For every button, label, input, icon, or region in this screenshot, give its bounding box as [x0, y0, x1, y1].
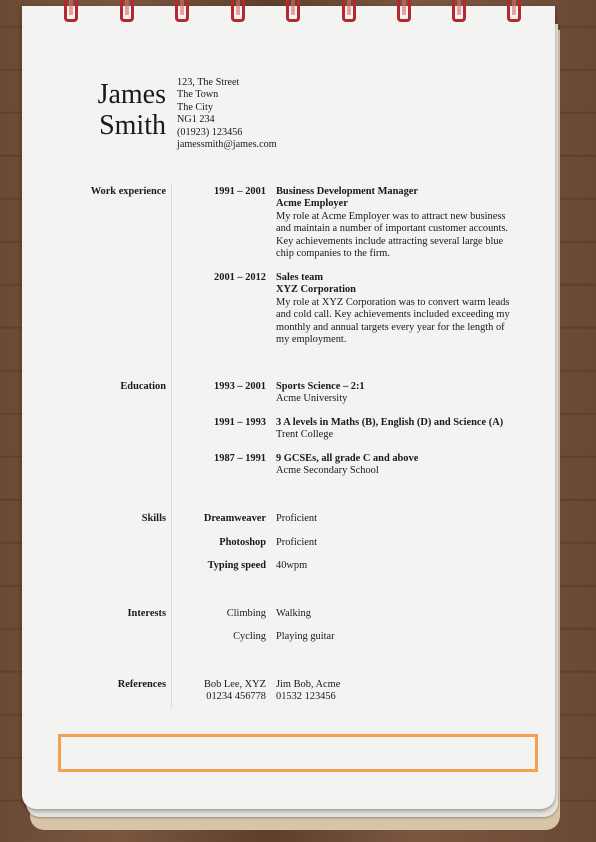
work-desc-line: Key achievements include attracting several large blue — [276, 235, 504, 247]
contact-street: 123, The Street — [177, 77, 240, 88]
reference-entry — [156, 679, 266, 704]
skill-name: Typing speed — [207, 560, 266, 571]
section-skills: Skills — [141, 513, 166, 524]
education-place: Acme University — [276, 393, 348, 405]
contact-phone: (01923) 123456 — [177, 126, 243, 138]
work-desc-line: monthly and annual targets every year for the length of — [276, 321, 505, 333]
education-dates: 1987 – 1991 — [214, 453, 266, 464]
spiral-ring-icon — [231, 0, 245, 22]
work-desc-line: My role at XYZ Corporation was to convert warm leads — [276, 296, 510, 308]
education-title: 3 A levels in Maths (B), English (D) and Science (A) — [276, 417, 504, 428]
reference-name: Jim Bob, Acme — [276, 679, 341, 690]
skill-name: Photoshop — [219, 537, 266, 548]
work-desc-line: my employment. — [276, 334, 347, 346]
work-desc-line: and cold call. Key achievements included exceeding my — [276, 309, 510, 321]
footer-box — [58, 734, 538, 772]
spiral-ring-icon — [120, 0, 134, 22]
work-entry — [276, 272, 510, 346]
education-place: Trent College — [276, 429, 334, 441]
skill-level: Proficient — [276, 537, 317, 548]
reference-name: Bob Lee, XYZ — [203, 679, 266, 690]
work-company: XYZ Corporation — [276, 284, 356, 296]
work-desc-line: and maintain a number of important customer accounts. — [276, 223, 508, 235]
work-role: Sales team — [276, 272, 324, 283]
work-role: Business Development Manager — [276, 186, 418, 197]
interest-item: Climbing — [226, 608, 266, 619]
section-education: Education — [120, 381, 166, 392]
spiral-ring-icon — [397, 0, 411, 22]
education-title: 9 GCSEs, all grade C and above — [276, 453, 419, 464]
work-desc-line: chip companies to the firm. — [276, 248, 390, 260]
work-dates: 1991 – 2001 — [214, 186, 266, 197]
spiral-ring-icon — [175, 0, 189, 22]
reference-entry — [276, 679, 340, 704]
skill-name: Dreamweaver — [203, 513, 266, 524]
skill-level: Proficient — [276, 513, 317, 524]
education-entry — [276, 453, 418, 478]
section-interests: Interests — [127, 608, 166, 619]
education-dates: 1991 – 1993 — [214, 417, 266, 428]
spiral-ring-icon — [64, 0, 78, 22]
contact-city: The City — [177, 101, 213, 113]
spiral-binding — [0, 0, 596, 26]
spiral-ring-icon — [507, 0, 521, 22]
education-place: Acme Secondary School — [276, 465, 379, 477]
spiral-ring-icon — [286, 0, 300, 22]
contact-block — [177, 77, 277, 151]
section-references: References — [117, 679, 166, 690]
education-entry — [276, 417, 503, 442]
reference-phone: 01532 123456 — [276, 691, 336, 703]
work-entry — [276, 186, 508, 260]
work-company: Acme Employer — [276, 198, 348, 210]
work-dates: 2001 – 2012 — [214, 272, 266, 283]
interest-item: Playing guitar — [276, 631, 335, 642]
contact-town: The Town — [177, 89, 219, 101]
reference-phone: 01234 456778 — [206, 691, 266, 703]
column-divider — [171, 184, 172, 708]
contact-email: jamessmith@james.com — [177, 139, 277, 151]
skill-level: 40wpm — [276, 560, 308, 571]
education-entry — [276, 381, 365, 406]
interest-item: Walking — [276, 608, 311, 619]
contact-postcode: NG1 234 — [177, 114, 215, 126]
interest-item: Cycling — [233, 631, 266, 642]
spiral-ring-icon — [452, 0, 466, 22]
name-last: Smith — [99, 110, 166, 141]
education-dates: 1993 – 2001 — [214, 381, 266, 392]
section-work-experience: Work experience — [90, 186, 166, 197]
education-title: Sports Science – 2:1 — [276, 381, 365, 392]
work-desc-line: My role at Acme Employer was to attract new business — [276, 210, 506, 222]
spiral-ring-icon — [342, 0, 356, 22]
name-first: James — [97, 79, 166, 110]
